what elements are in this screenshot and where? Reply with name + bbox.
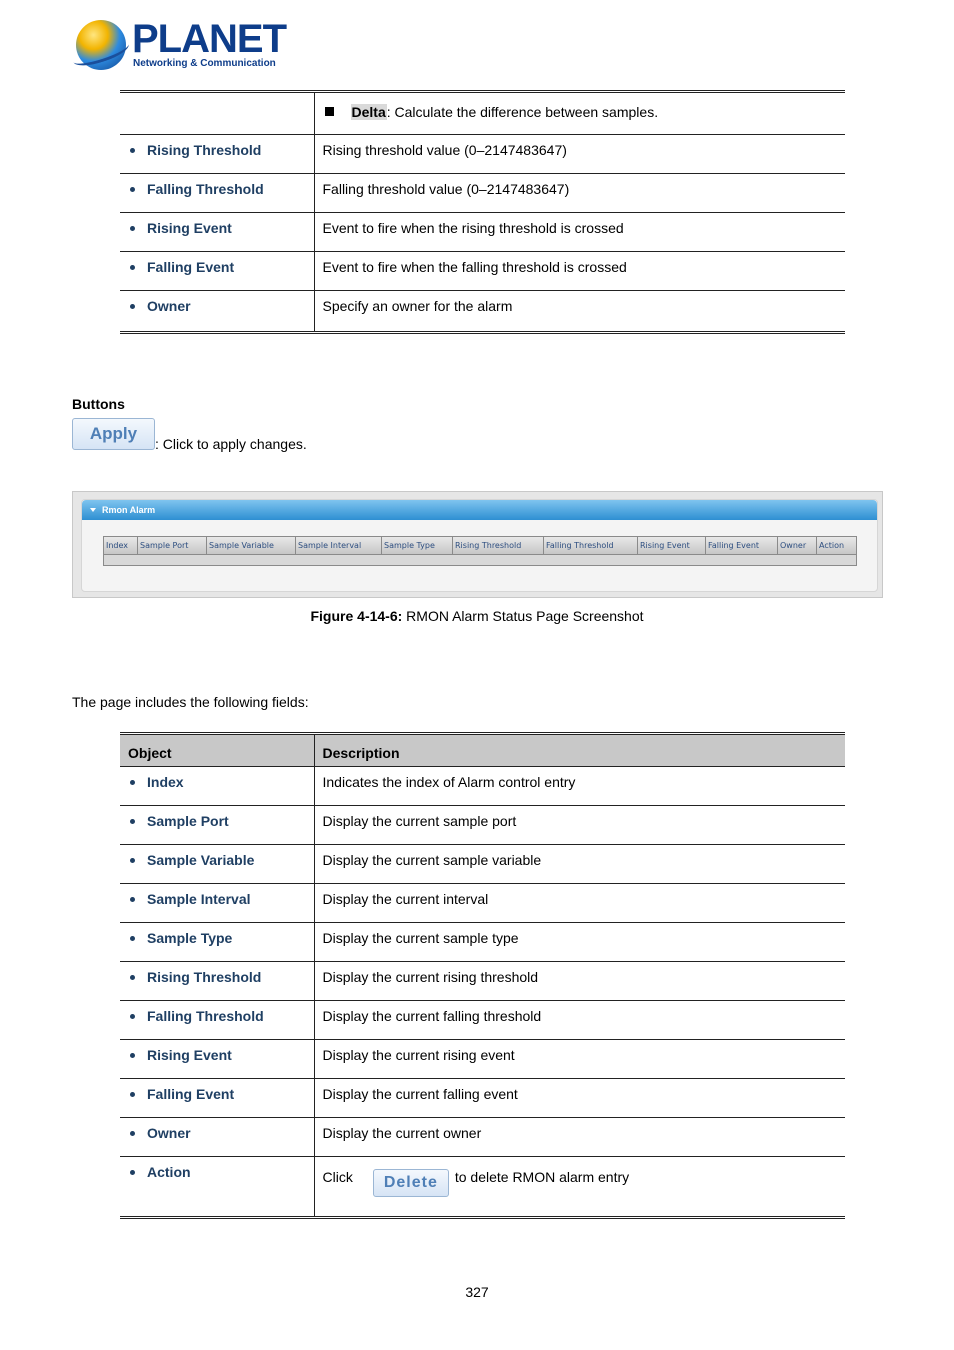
object-label: Owner	[147, 1125, 191, 1141]
bullet-icon	[130, 226, 135, 231]
figure-caption-text: RMON Alarm Status Page Screenshot	[402, 608, 644, 624]
table-row	[120, 806, 845, 845]
object-label: Falling Event	[147, 259, 235, 275]
action-suffix: to delete RMON alarm entry	[454, 1169, 630, 1185]
alarm-status-fields-table	[120, 732, 845, 1219]
page-number: 327	[465, 1284, 489, 1300]
bullet-icon	[130, 1170, 135, 1175]
description-cell	[314, 92, 845, 135]
column-header: Rising Threshold	[453, 537, 544, 554]
bullet-icon	[130, 858, 135, 863]
column-header: Rising Event	[638, 537, 706, 554]
rmon-alarm-screenshot	[72, 491, 883, 598]
column-header: Action	[819, 541, 845, 550]
bullet-icon	[130, 1092, 135, 1097]
object-label: Action	[147, 1164, 191, 1180]
panel-header[interactable]	[82, 500, 877, 520]
table-row	[120, 1118, 845, 1157]
object-label: Rising Event	[147, 1047, 232, 1063]
description-cell: Event to fire when the falling threshold is crossed	[314, 252, 845, 291]
table-row	[120, 1079, 845, 1118]
rmon-alarm-panel	[81, 499, 878, 592]
object-label: Falling Event	[147, 1086, 235, 1102]
table-header-row	[120, 734, 845, 767]
column-header: Sample Interval	[296, 537, 382, 554]
delete-button[interactable]: Delete	[373, 1169, 449, 1197]
table-row	[120, 923, 845, 962]
alarm-status-table	[103, 536, 857, 566]
table-row	[120, 252, 845, 291]
object-label: Owner	[147, 298, 191, 314]
column-header: Owner	[778, 537, 817, 554]
table-row	[120, 962, 845, 1001]
bullet-icon	[130, 936, 135, 941]
bullet-icon	[130, 819, 135, 824]
object-label: Sample Variable	[147, 852, 255, 868]
description-cell: Display the current sample type	[314, 923, 845, 962]
square-bullet-icon	[325, 107, 334, 116]
table-row	[120, 135, 845, 174]
description-cell: Display the current interval	[314, 884, 845, 923]
bullet-icon	[130, 1131, 135, 1136]
column-header: Sample Type	[382, 537, 453, 554]
table-row	[120, 1001, 845, 1040]
object-label: Sample Type	[147, 930, 233, 946]
table-row	[120, 767, 845, 806]
bullet-icon	[130, 304, 135, 309]
object-label: Index	[147, 774, 184, 790]
bullet-icon	[130, 1053, 135, 1058]
object-label: Rising Event	[147, 220, 232, 236]
object-label: Rising Threshold	[147, 142, 262, 158]
table-row	[120, 1040, 845, 1079]
description-column-header: Description	[314, 734, 845, 767]
buttons-heading: Buttons	[72, 396, 125, 412]
object-column-header: Object	[120, 734, 314, 767]
figure-caption	[0, 608, 954, 624]
table-row	[120, 291, 845, 333]
description-cell	[314, 1157, 845, 1218]
apply-button[interactable]: Apply	[72, 418, 155, 450]
bullet-icon	[130, 265, 135, 270]
apply-description: : Click to apply changes.	[155, 436, 307, 452]
description-cell: Display the current falling event	[314, 1079, 845, 1118]
table-header-row	[104, 537, 856, 555]
bullet-icon	[130, 1014, 135, 1019]
description-cell: Display the current falling threshold	[314, 1001, 845, 1040]
column-header: Falling Threshold	[544, 537, 638, 554]
logo-tagline: Networking & Communication	[133, 58, 276, 69]
description-cell: Rising threshold value (0–2147483647)	[314, 135, 845, 174]
bullet-icon	[130, 148, 135, 153]
description-cell: Specify an owner for the alarm	[314, 291, 845, 333]
delta-text: : Calculate the difference between samples.	[386, 104, 659, 120]
description-cell: Display the current sample variable	[314, 845, 845, 884]
panel-title: Rmon Alarm	[102, 505, 156, 515]
table-row-action	[120, 1157, 845, 1218]
description-cell: Indicates the index of Alarm control entry	[314, 767, 845, 806]
description-cell: Event to fire when the rising threshold is crossed	[314, 213, 845, 252]
bullet-icon	[130, 897, 135, 902]
column-header: Falling Event	[706, 537, 778, 554]
table-row	[120, 92, 845, 135]
alarm-config-table	[120, 90, 845, 334]
object-label: Sample Interval	[147, 891, 251, 907]
bullet-icon	[130, 187, 135, 192]
description-cell: Display the current rising event	[314, 1040, 845, 1079]
column-header: Sample Variable	[207, 537, 296, 554]
object-label: Falling Threshold	[147, 181, 264, 197]
bullet-icon	[130, 780, 135, 785]
object-label: Falling Threshold	[147, 1008, 264, 1024]
table-row	[120, 845, 845, 884]
column-header: Sample Port	[138, 537, 207, 554]
description-cell: Display the current rising threshold	[314, 962, 845, 1001]
description-cell: Falling threshold value (0–2147483647)	[314, 174, 845, 213]
delta-term: Delta	[351, 104, 386, 120]
object-label: Sample Port	[147, 813, 229, 829]
table-row	[120, 174, 845, 213]
action-prefix: Click	[322, 1169, 353, 1185]
description-cell: Display the current sample port	[314, 806, 845, 845]
description-cell: Display the current owner	[314, 1118, 845, 1157]
figure-label: Figure 4-14-6:	[310, 608, 403, 624]
table-row	[120, 213, 845, 252]
empty-object-cell	[120, 92, 314, 135]
table-row	[120, 884, 845, 923]
collapse-triangle-icon	[90, 508, 96, 512]
bullet-icon	[130, 975, 135, 980]
intro-text: The page includes the following fields:	[72, 694, 309, 710]
logo-brand: PLANET	[132, 17, 286, 61]
planet-logo	[76, 17, 286, 74]
column-header: Index	[104, 537, 138, 554]
object-label: Rising Threshold	[147, 969, 262, 985]
